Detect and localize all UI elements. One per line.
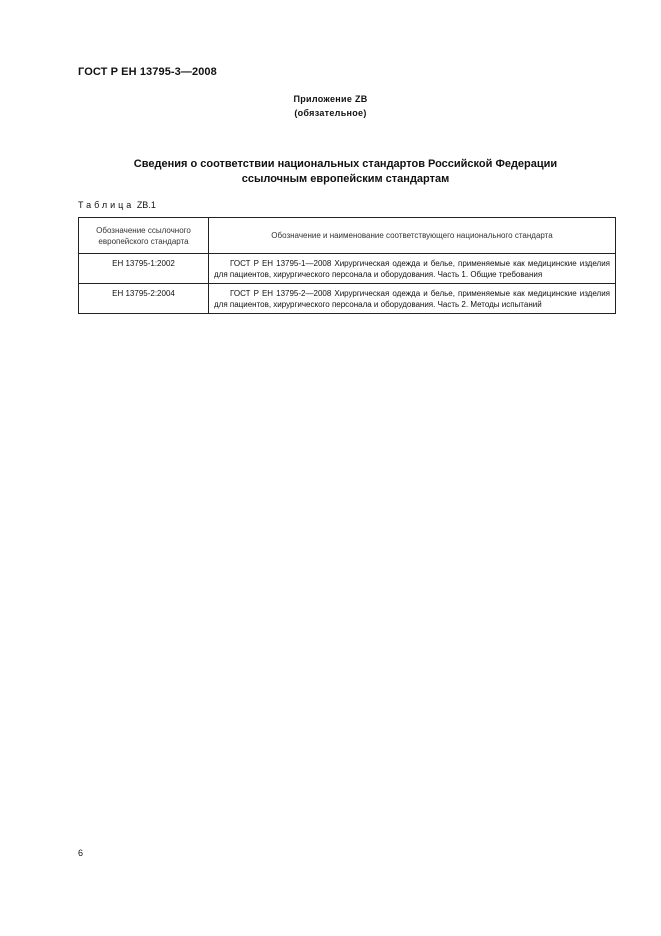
section-heading-line-2: ссылочным европейским стандартам (241, 173, 450, 185)
table-caption-word: Таблица (78, 200, 135, 210)
table-caption (78, 200, 156, 210)
standards-table (78, 217, 616, 314)
national-standard-text: ГОСТ Р ЕН 13795-1—2008 Хирургическая одежда и белье, применяемые как медицинские изделия для пациентов, хирургического персонала и оборудования. Часть 1. Общие требования (214, 259, 610, 279)
section-heading-line-1: Сведения о соответствии национальных стандартов Российской Федерации (133, 158, 558, 170)
national-standard-text: ГОСТ Р ЕН 13795-2—2008 Хирургическая одежда и белье, применяемые как медицинские изделия для пациентов, хирургического персонала и оборудования. Часть 2. Методы испытаний (214, 289, 610, 309)
appendix-status: (обязательное) (294, 108, 367, 118)
column-header-national-standard: Обозначение и наименование соответствующего национального стандарта (209, 218, 616, 254)
section-heading (0, 157, 661, 187)
table-row (79, 284, 616, 314)
national-standard-name (209, 284, 616, 314)
table-header-row (79, 218, 616, 254)
european-standard-code: ЕН 13795-1:2002 (79, 254, 209, 284)
european-standard-code: ЕН 13795-2:2004 (79, 284, 209, 314)
table-row (79, 254, 616, 284)
document-code: ГОСТ Р ЕН 13795-3—2008 (78, 66, 217, 78)
appendix-title: Приложение ZB (293, 94, 368, 104)
national-standard-name (209, 254, 616, 284)
column-header-european-standard: Обозначение ссылочного европейского стандарта (79, 218, 209, 254)
table-caption-id: ZB.1 (136, 200, 156, 210)
page-number: 6 (78, 848, 84, 858)
